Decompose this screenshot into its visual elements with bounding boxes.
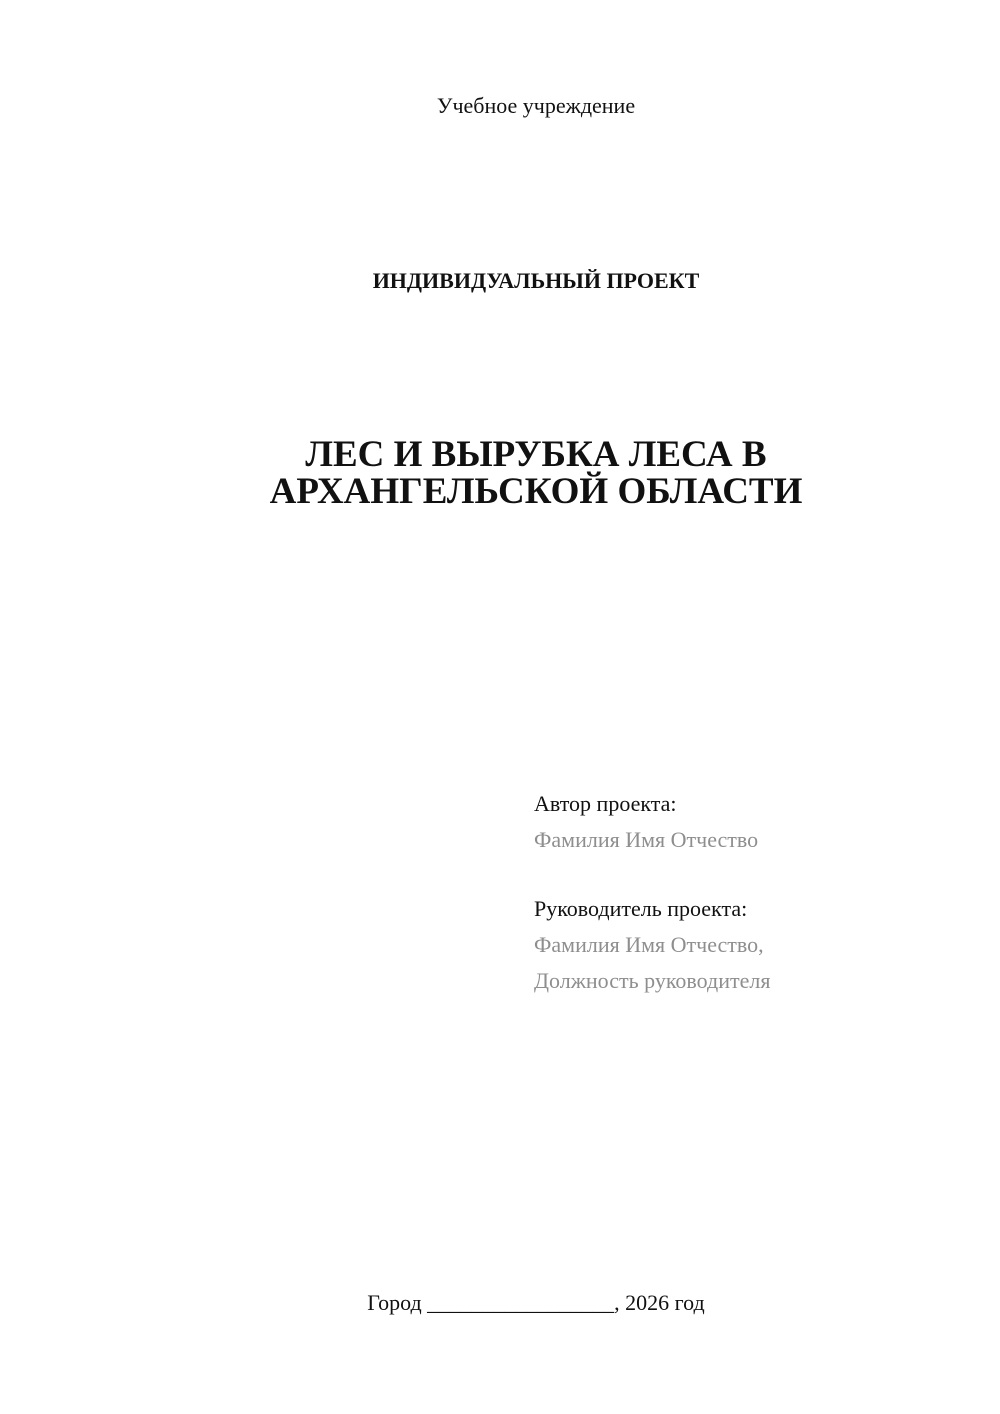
supervisor-position: Должность руководителя — [534, 968, 771, 993]
author-label: Автор проекта: — [534, 791, 677, 816]
author-name: Фамилия Имя Отчество — [534, 827, 759, 852]
supervisor-label: Руководитель проекта: — [534, 896, 748, 921]
project-title-line-2: АРХАНГЕЛЬСКОЙ ОБЛАСТИ — [269, 471, 803, 512]
institution-name: Учебное учреждение — [436, 93, 636, 118]
project-title — [0, 436, 1000, 510]
project-title-line-1: ЛЕС И ВЫРУБКА ЛЕСА В — [305, 434, 767, 475]
author-block — [534, 786, 974, 858]
project-type-heading: ИНДИВИДУАЛЬНЫЙ ПРОЕКТ — [372, 268, 700, 293]
supervisor-block — [534, 891, 974, 999]
supervisor-name: Фамилия Имя Отчество, — [534, 932, 764, 957]
city-year-line: Город _________________, 2026 год — [367, 1290, 705, 1315]
